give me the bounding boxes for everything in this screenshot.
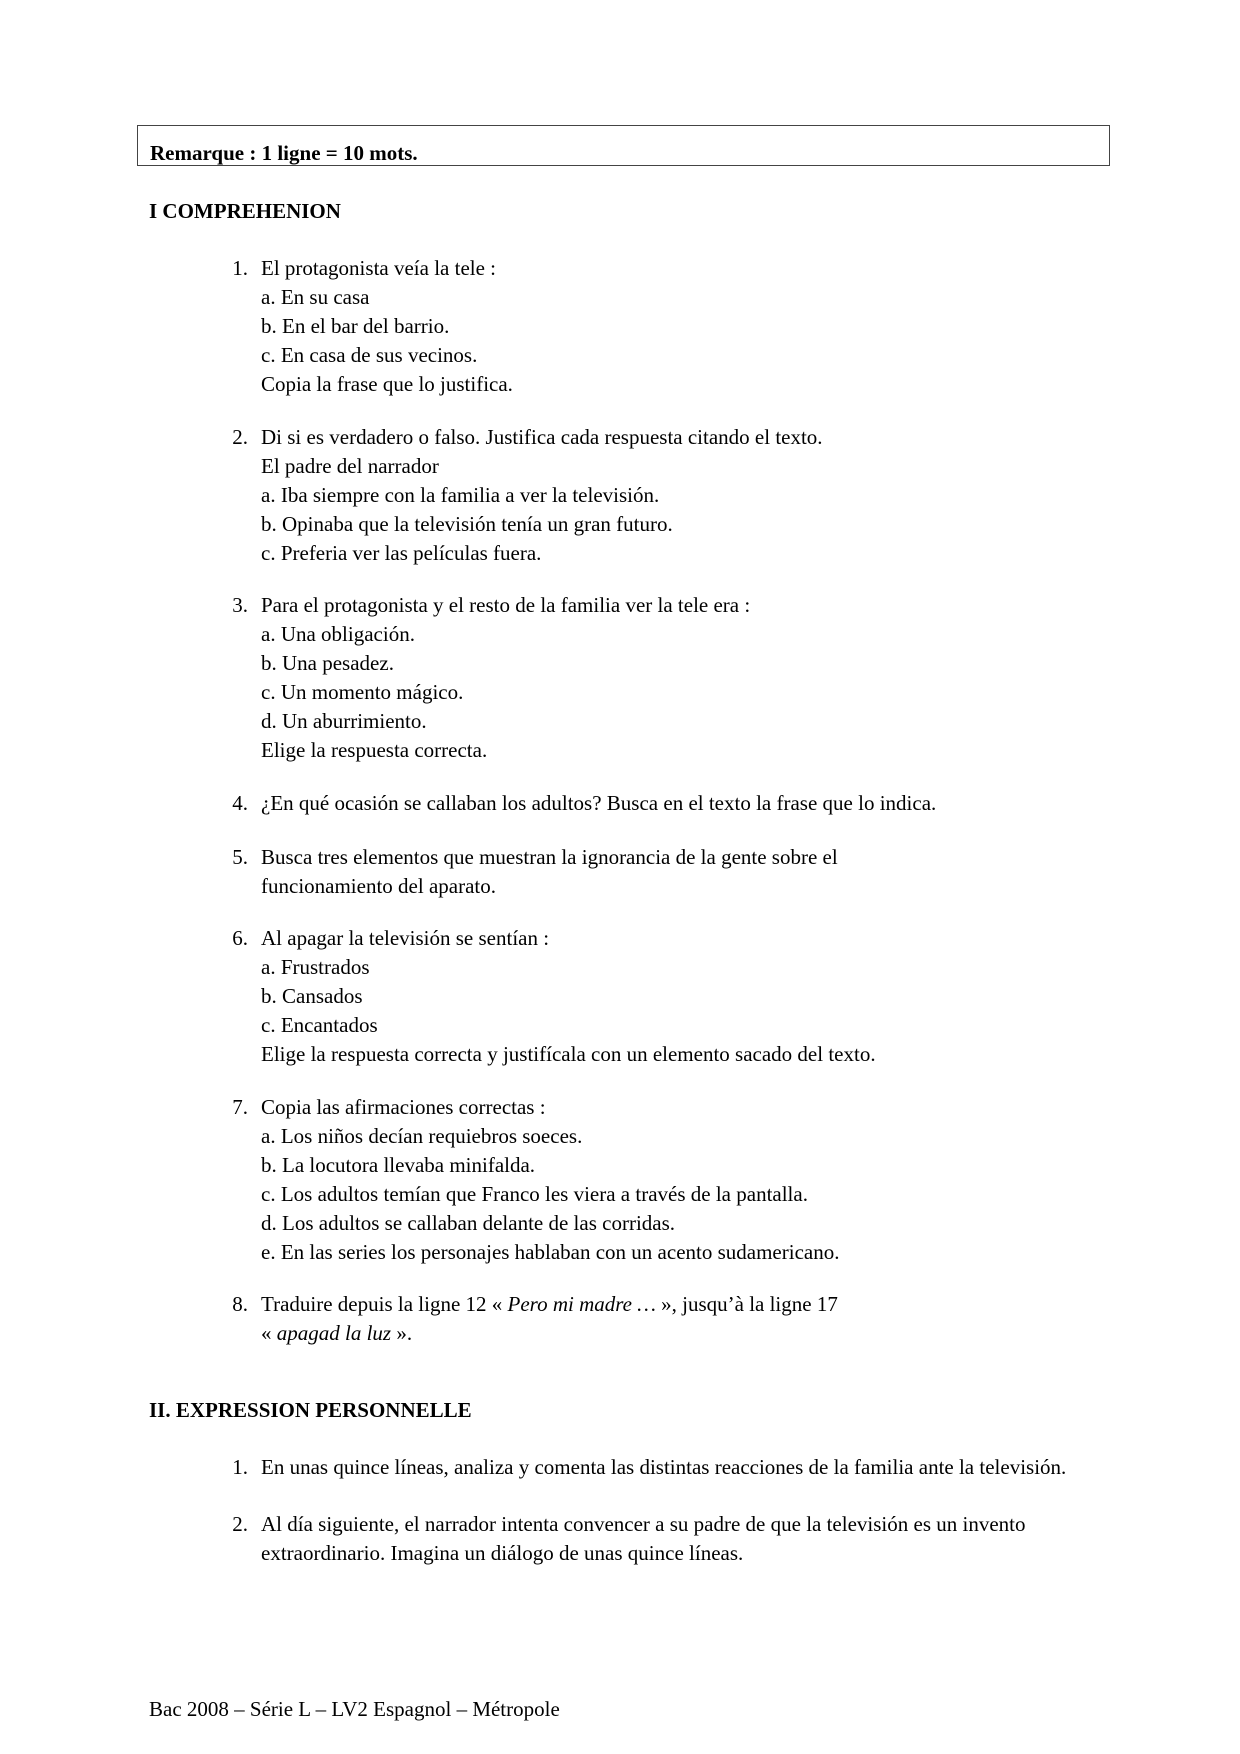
question-line: funcionamiento del aparato. <box>261 874 496 898</box>
question-line: Al apagar la televisión se sentían : <box>261 926 550 950</box>
question-number: 1. <box>232 1455 248 1479</box>
question-line: b. Una pesadez. <box>261 651 394 675</box>
question-line: Busca tres elementos que muestran la ignorancia de la gente sobre el <box>261 845 838 869</box>
question-line: b. Opinaba que la televisión tenía un gran futuro. <box>261 512 673 536</box>
remark-text: Remarque : 1 ligne = 10 mots. <box>150 141 418 165</box>
question-line <box>261 1290 1102 1319</box>
question-line: c. Preferia ver las películas fuera. <box>261 541 542 565</box>
question-line: Copia las afirmaciones correctas : <box>261 1095 546 1119</box>
question-line: Elige la respuesta correcta y justifícala con un elemento sacado del texto. <box>261 1042 876 1066</box>
question-line: Copia la frase que lo justifica. <box>261 372 513 396</box>
question-6 <box>222 924 1102 1069</box>
remark-box <box>137 125 1110 166</box>
question-line: El protagonista veía la tele : <box>261 256 496 280</box>
question-line: b. Cansados <box>261 984 363 1008</box>
question-line: a. Los niños decían requiebros soeces. <box>261 1124 583 1148</box>
question-number: 1. <box>232 256 248 280</box>
question-line: a. Una obligación. <box>261 622 415 646</box>
question-number: 8. <box>232 1292 248 1316</box>
question-line: a. Frustrados <box>261 955 370 979</box>
question-line: b. En el bar del barrio. <box>261 314 450 338</box>
question-line: Elige la respuesta correcta. <box>261 738 488 762</box>
question-line: d. Los adultos se callaban delante de las corridas. <box>261 1211 676 1235</box>
question-line: b. La locutora llevaba minifalda. <box>261 1153 536 1177</box>
expression-text: En unas quince líneas, analiza y comenta las distintas reacciones de la familia ante la televisión. <box>261 1455 1067 1479</box>
question-number: 4. <box>232 791 248 815</box>
question-line: a. En su casa <box>261 285 370 309</box>
quoted-text-end: apagad la luz <box>276 1321 392 1345</box>
question-number: 3. <box>232 593 248 617</box>
quote-open: « <box>261 1321 277 1345</box>
question-1 <box>222 254 1102 399</box>
expression-2 <box>222 1510 1102 1568</box>
expression-1 <box>222 1453 1102 1482</box>
quoted-text-start: Pero mi madre … <box>507 1292 656 1316</box>
question-number: 2. <box>232 1512 248 1536</box>
question-4 <box>222 789 1102 818</box>
question-line <box>261 1319 1102 1348</box>
quote-close: ». <box>391 1321 413 1345</box>
section-comprehension-title: I COMPREHENION <box>149 199 341 223</box>
question-2 <box>222 423 1102 568</box>
question-line: El padre del narrador <box>261 454 439 478</box>
question-line: c. Los adultos temían que Franco les viera a través de la pantalla. <box>261 1182 808 1206</box>
question-line: Para el protagonista y el resto de la familia ver la tele era : <box>261 593 751 617</box>
question-number: 2. <box>232 425 248 449</box>
question-7 <box>222 1093 1102 1267</box>
translation-prefix: Traduire depuis la ligne 12 « <box>261 1292 508 1316</box>
question-line: Di si es verdadero o falso. Justifica cada respuesta citando el texto. <box>261 425 823 449</box>
question-number: 6. <box>232 926 248 950</box>
question-line: a. Iba siempre con la familia a ver la televisión. <box>261 483 660 507</box>
question-3 <box>222 591 1102 765</box>
question-line: d. Un aburrimiento. <box>261 709 427 733</box>
section-expression-title: II. EXPRESSION PERSONNELLE <box>149 1398 472 1422</box>
question-line: ¿En qué ocasión se callaban los adultos? Busca en el texto la frase que lo indica. <box>261 791 937 815</box>
question-line: c. Un momento mágico. <box>261 680 464 704</box>
question-number: 7. <box>232 1095 248 1119</box>
question-line: c. En casa de sus vecinos. <box>261 343 478 367</box>
question-5 <box>222 843 1102 901</box>
question-number: 5. <box>232 845 248 869</box>
question-8 <box>222 1290 1102 1348</box>
translation-suffix: », jusqu’à la ligne 17 <box>655 1292 838 1316</box>
question-line: e. En las series los personajes hablaban con un acento sudamericano. <box>261 1240 840 1264</box>
page-footer: Bac 2008 – Série L – LV2 Espagnol – Métropole <box>149 1697 560 1721</box>
question-line: c. Encantados <box>261 1013 378 1037</box>
expression-text: Al día siguiente, el narrador intenta convencer a su padre de que la televisión es un invento extraordinario. Imagina un diálogo de unas quince líneas. <box>261 1512 1026 1565</box>
